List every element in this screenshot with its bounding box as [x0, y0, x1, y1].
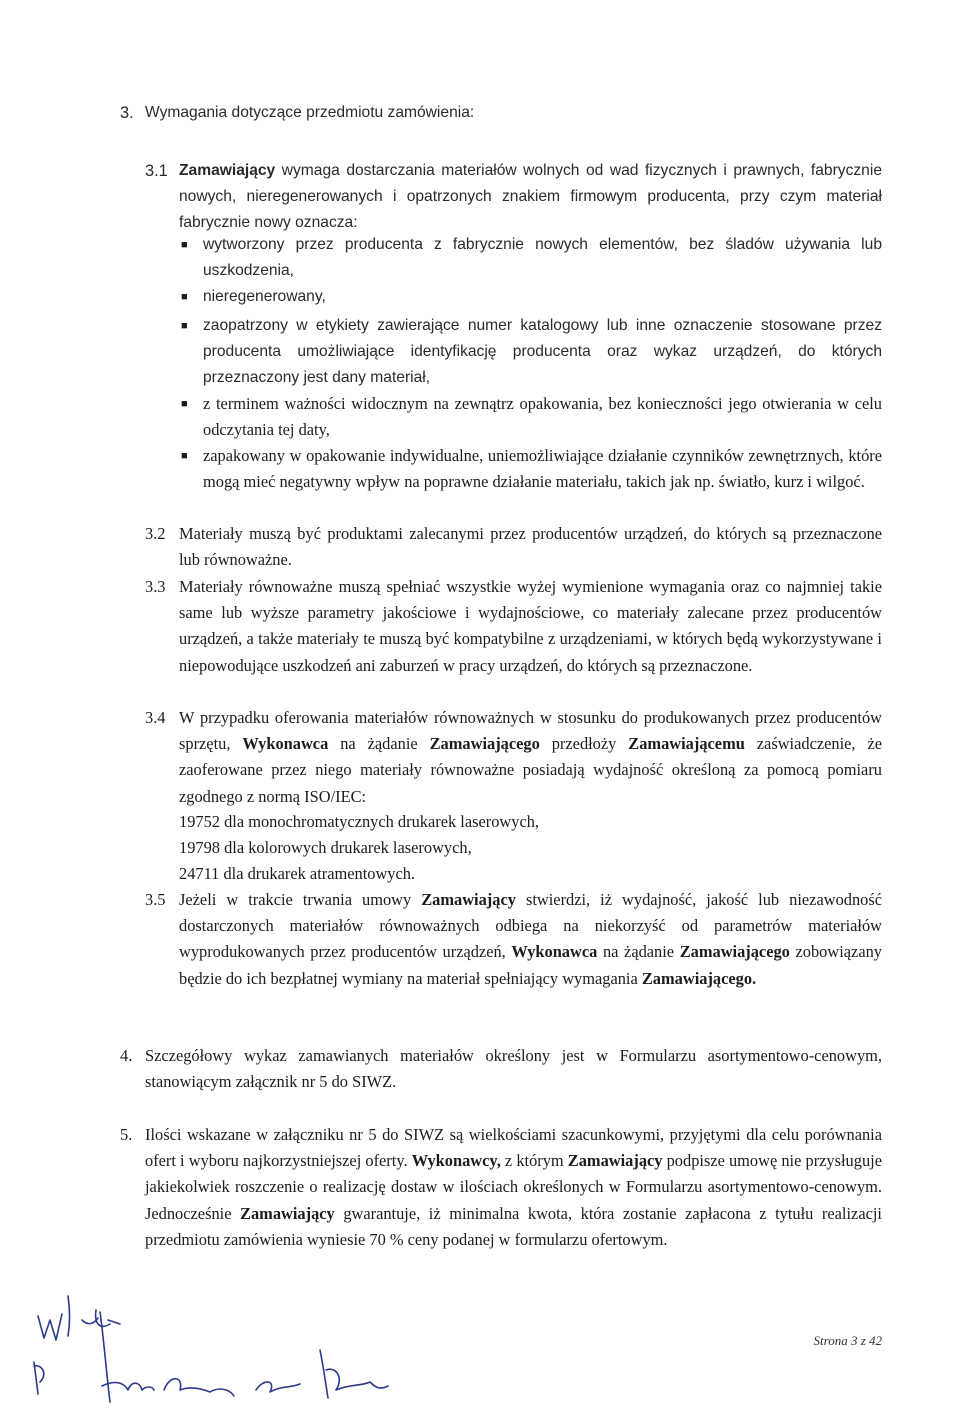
point-3-5-text: Jeżeli w trakcie trwania umowy Zamawiający stwierdzi, iż wydajność, jakość lub niezawodność dostarczonych materiałów równoważnych odbiega na niekorzyść od parametrów materiałów wyprodukowanych przez producentów urządzeń, Wykonawca na żądanie Zamawiającego zobowiązany będzie do ich bezpłatnej wymiany na materiał spełniający wymagania Zamawiającego. [179, 890, 882, 988]
section-4-number: 4. [120, 1046, 133, 1065]
section-4-text: Szczegółowy wykaz zamawianych materiałów określony jest w Formularzu asortymentowo-cenowym, stanowiącym załącznik nr 5 do SIWZ. [145, 1046, 882, 1092]
iso-line-1: 19752 dla monochromatycznych drukarek laserowych, [179, 812, 540, 831]
handwritten-signatures [24, 1290, 424, 1410]
bullet-icon: ■ [181, 320, 188, 332]
point-3-2-text: Materiały muszą być produktami zalecanymi przez producentów urządzeń, do których są przeznaczone lub równoważne. [179, 524, 882, 570]
bullet-item-3: zaopatrzony w etykiety zawierające numer katalogowy lub inne oznaczenie stosowane przez producenta umożliwiające identyfikację producenta oraz wykaz urządzeń, do których przeznaczony jest dany materiał, [203, 317, 882, 387]
point-3-4-number: 3.4 [145, 708, 166, 727]
section-5-number: 5. [120, 1125, 133, 1144]
iso-line-3: 24711 dla drukarek atramentowych. [179, 864, 416, 883]
iso-line-2: 19798 dla kolorowych drukarek laserowych, [179, 838, 472, 857]
bullet-item-1: wytworzony przez producenta z fabrycznie nowych elementów, bez śladów używania lub uszkodzenia, [203, 236, 882, 280]
bullet-icon: ■ [181, 398, 188, 410]
point-3-1-text: Zamawiający wymaga dostarczania materiałów wolnych od wad fizycznych i prawnych, fabrycznie nowych, nieregenerowanych i opatrzonych znakiem firmowym producenta, przy czym materiał fabrycznie nowy oznacza: [179, 162, 882, 232]
point-3-3-number: 3.3 [145, 577, 166, 596]
bullet-item-2: nieregenerowany, [203, 288, 326, 305]
page-number: Strona 3 z 42 [813, 1333, 882, 1348]
bullet-icon: ■ [181, 239, 188, 251]
section-5-text: Ilości wskazane w załączniku nr 5 do SIWZ są wielkościami szacunkowymi, przyjętymi dla celu porównania ofert i wyboru najkorzystniejszej oferty. Wykonawcy, z którym Zamawiający podpisze umowę nie przysługuje jakiekolwiek roszczenie o realizację dostaw w ilościach określonych w Formularzu asortymentowo-cenowym. Jednocześnie Zamawiający gwarantuje, iż minimalna kwota, która zostanie zapłacona z tytułu realizacji przedmiotu zamówienia wyniesie 70 % ceny podanej w formularzu ofertowym. [145, 1125, 882, 1249]
point-3-1-number: 3.1 [145, 162, 168, 180]
section-3-number: 3. [120, 104, 134, 122]
bullet-item-5: zapakowany w opakowanie indywidualne, uniemożliwiające działanie czynników zewnętrznych, które mogą mieć negatywny wpływ na poprawne działanie materiału, takich jak np. światło, kurz i wilgoć. [203, 446, 882, 492]
point-3-4-text: W przypadku oferowania materiałów równoważnych w stosunku do produkowanych przez producentów sprzętu, Wykonawca na żądanie Zamawiającego przedłoży Zamawiającemu zaświadczenie, że zaoferowane przez niego materiały równoważne posiadają wydajność określoną za pomocą pomiaru zgodnego z normą ISO/IEC: [179, 708, 882, 806]
bullet-item-4: z terminem ważności widocznym na zewnątrz opakowania, bez konieczności jego otwierania w celu odczytania tej daty, [203, 394, 882, 440]
bullet-icon: ■ [181, 450, 188, 462]
point-3-3-text: Materiały równoważne muszą spełniać wszystkie wyżej wymienione wymagania oraz co najmniej takie same lub wyższe parametry jakościowe i wydajnościowe, co materiały zalecane przez producentów urządzeń, a także materiały te muszą być kompatybilne z urządzeniami, w których będą wykorzystywane i niepowodujące uszkodzeń ani zaburzeń w pracy urządzeń, do których są przeznaczone. [179, 577, 882, 675]
point-3-2-number: 3.2 [145, 524, 166, 543]
point-3-5-number: 3.5 [145, 890, 166, 909]
bullet-icon: ■ [181, 291, 188, 303]
point-3-1-bold: Zamawiający [179, 162, 276, 179]
section-3-title: Wymagania dotyczące przedmiotu zamówienia: [145, 104, 475, 121]
